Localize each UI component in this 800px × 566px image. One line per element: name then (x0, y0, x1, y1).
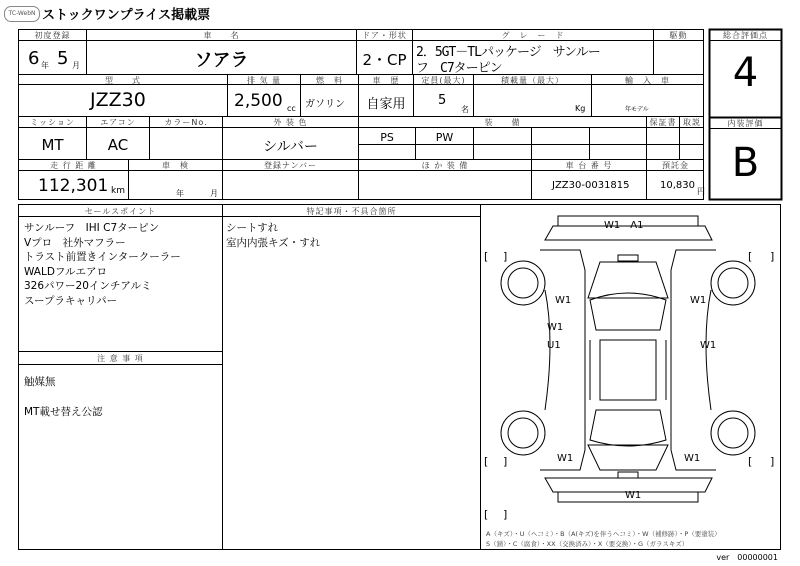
mark-left-door-2: U1 (547, 340, 561, 351)
mark-right-fender: W1 (690, 295, 707, 306)
interior-score: B (731, 140, 760, 186)
header-aircon: エアコン (100, 118, 136, 127)
bracket-bottom-left-close: ] (503, 508, 508, 521)
price: 10,830 (660, 180, 695, 191)
header-notes-defects: 特記事項・不具合箇所 (306, 207, 397, 216)
mileage-unit: km (111, 186, 125, 196)
mark-left-rear: W1 (557, 453, 574, 464)
inspection-year-unit: 年 (176, 189, 184, 198)
history: 自家用 (366, 97, 406, 112)
bracket-left-bottom: [ (484, 455, 489, 468)
header-mileage: 走 行 距 離 (50, 161, 97, 170)
bracket-right-top-close: ] (770, 250, 775, 263)
page-title: ストックワンプライス掲載票 (42, 8, 211, 23)
caution-item-1: 触媒無 (24, 376, 56, 388)
list-item: トラスト前置きインタークーラー (24, 251, 181, 263)
caution-item-2: MT載せ替え公認 (24, 406, 103, 418)
first-reg-month: 5 (57, 48, 69, 69)
header-manual: 取説 (683, 118, 701, 127)
inspection-month-unit: 月 (210, 189, 218, 198)
header-load: 積載量（最大） (501, 76, 564, 85)
bracket-right-bottom: [ (748, 455, 753, 468)
bracket-bottom-left: [ (484, 508, 489, 521)
header-equipment: 装 備 (484, 118, 521, 127)
capacity: 5 (438, 93, 447, 108)
bracket-left-top: [ (484, 250, 489, 263)
mark-rear-bottom: W1 (625, 490, 642, 501)
door-shape: 2・CP (362, 51, 407, 69)
equip-ps: PS (380, 131, 394, 144)
overall-score: 4 (732, 50, 759, 96)
header-capacity: 定員(最大) (421, 76, 466, 85)
header-drive: 駆動 (669, 31, 688, 40)
mission: MT (41, 136, 64, 154)
grade-line-2: フ C7ターピン (416, 61, 502, 76)
header-model: 型 式 (105, 76, 141, 85)
header-mission: ミッション (30, 118, 75, 127)
list-item: シートすれ (226, 222, 279, 234)
equip-pw: PW (435, 131, 454, 144)
header-chassis-no: 車 台 番 号 (565, 161, 613, 170)
sales-points-list (24, 221, 181, 308)
first-reg-year-unit: 年 (41, 61, 49, 70)
import-unit: 年モデル (625, 106, 649, 113)
mileage: 112,301 (38, 176, 109, 196)
header-import: 輸 入 車 (625, 76, 670, 85)
header-grade: グ レ ー ド (501, 31, 565, 40)
load-unit: Kg (575, 104, 586, 113)
capacity-unit: 名 (461, 105, 469, 114)
displacement-unit: cc (287, 104, 296, 113)
notes-list (226, 221, 320, 250)
bracket-left-bottom-close: ] (503, 455, 508, 468)
displacement: 2,500 (234, 91, 283, 111)
aircon: AC (107, 136, 129, 154)
header-inspection: 車 検 (162, 161, 189, 170)
legend-line-2: S（錆）・C（腐食）・XX（交換済み）・X（要交換）・G（ガラスキズ） (486, 540, 689, 548)
header-overall-score: 総合評価点 (723, 31, 768, 40)
grade-line-1: 2．5GT－TLパッケージ サンルー (416, 45, 600, 60)
header-door-shape: ドア・形状 (362, 31, 407, 40)
mark-right-rear: W1 (684, 453, 701, 464)
header-ext-color: 外 装 色 (273, 118, 308, 127)
bracket-left-top-close: ] (503, 250, 508, 263)
bracket-right-top: [ (748, 250, 753, 263)
list-item: Vプロ 社外マフラー (24, 236, 126, 249)
mark-left-door: W1 (547, 322, 564, 333)
car-diagram (501, 216, 755, 502)
mark-left-fender: W1 (555, 295, 572, 306)
legend-line-1: A（キズ）・U（ヘコミ）・B（A(キズ)を伴うヘコミ）・W（補修跡）・P（要塗装） (486, 530, 721, 538)
first-reg-year: 6 (28, 48, 40, 69)
header-fuel: 燃 料 (316, 76, 343, 85)
header-price: 預託金 (662, 161, 689, 170)
ext-color: シルバー (263, 139, 318, 155)
price-unit: 円 (697, 187, 705, 196)
header-sales-points: セールスポイント (84, 207, 157, 216)
header-other-equipment: ほ か 装 備 (421, 161, 469, 170)
header-color-no: カラーNo. (164, 118, 208, 127)
header-caution: 注 意 事 項 (97, 354, 144, 363)
list-item: スープラキャリパー (24, 294, 118, 307)
mark-right-door: W1 (700, 340, 717, 351)
model-code: JZZ30 (90, 89, 146, 111)
version-footer: ver 00000001 (716, 553, 778, 562)
header-reg-number: 登録ナンバー (263, 161, 318, 170)
list-item: 室内内張キズ・すれ (226, 236, 321, 249)
list-item: 326パワー20インチアルミ (24, 280, 152, 292)
header-interior-score: 内装評価 (727, 119, 764, 128)
bracket-right-bottom-close: ] (770, 455, 775, 468)
list-item: WALDフルエアロ (24, 265, 108, 278)
header-car-name: 車 名 (203, 31, 240, 40)
list-item: サンルーフ IHI C7ターピン (24, 222, 160, 234)
fuel: ガソリン (305, 99, 345, 110)
header-warranty: 保証書 (649, 118, 677, 127)
header-displacement: 排 気 量 (246, 76, 282, 85)
header-first-reg: 初度登録 (34, 31, 71, 40)
mark-front-top: W1 A1 (604, 220, 644, 231)
header-history: 車 歴 (372, 76, 400, 85)
chassis-number: JZZ30-0031815 (552, 180, 630, 191)
first-reg-month-unit: 月 (72, 61, 80, 70)
car-name: ソアラ (194, 50, 249, 71)
brand-logo-text: TC-WebN (8, 10, 36, 17)
